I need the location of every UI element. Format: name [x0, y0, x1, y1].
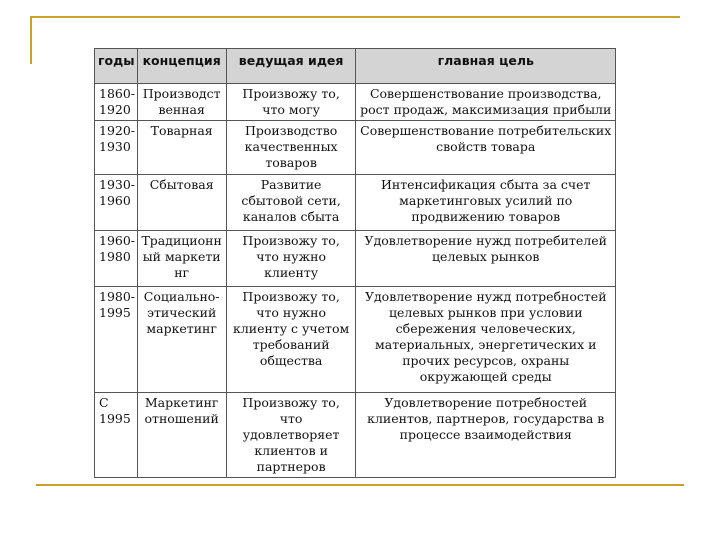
table-row: [95, 393, 616, 478]
years-end: 1995: [99, 305, 131, 320]
goal-cell: Совершенствование потребительских свойств товара: [356, 121, 616, 175]
table-row: [95, 231, 616, 287]
goal-cell: Совершенствование производства, рост продаж, максимизация прибыли: [356, 84, 616, 121]
idea-cell: Произвожу то, что нужно клиенту с учетом требований общества: [226, 287, 356, 393]
years-end: 1980: [99, 249, 131, 264]
years-cell: [95, 121, 138, 175]
idea-cell: Произвожу то, что удовлетворяет клиентов и партнеров: [226, 393, 356, 478]
idea-cell: Производство качественных товаров: [226, 121, 356, 175]
concept-cell: Социально-этический маркетинг: [137, 287, 226, 393]
table-row: [95, 84, 616, 121]
idea-cell: Развитие сбытовой сети, каналов сбыта: [226, 175, 356, 231]
concept-cell: Сбытовая: [137, 175, 226, 231]
goal-cell: Интенсификация сбыта за счет маркетинговых усилий по продвижению товаров: [356, 175, 616, 231]
concept-cell: Товарная: [137, 121, 226, 175]
decorative-top-line: [30, 16, 680, 18]
idea-cell: Произвожу то, что нужно клиенту: [226, 231, 356, 287]
concept-cell: Производственная: [137, 84, 226, 121]
decorative-left-line: [30, 16, 32, 64]
header-years: годы: [95, 49, 138, 84]
header-goal: главная цель: [356, 49, 616, 84]
header-idea: ведущая идея: [226, 49, 356, 84]
years-start: 1860-: [99, 86, 136, 101]
table-row: [95, 175, 616, 231]
years-start: 1980-: [99, 289, 136, 304]
marketing-concepts-table-wrapper: [94, 48, 616, 478]
marketing-concepts-table: [94, 48, 616, 478]
years-start: 1930-: [99, 177, 136, 192]
years-end: 1995: [99, 411, 131, 426]
idea-cell: Произвожу то, что могу: [226, 84, 356, 121]
years-cell: [95, 231, 138, 287]
years-cell: [95, 84, 138, 121]
years-end: 1960: [99, 193, 131, 208]
years-cell: [95, 393, 138, 478]
decorative-bottom-line: [36, 484, 684, 486]
concept-cell: Маркетинг отношений: [137, 393, 226, 478]
years-start: 1960-: [99, 233, 136, 248]
years-cell: [95, 287, 138, 393]
table-header-row: [95, 49, 616, 84]
years-end: 1930: [99, 139, 131, 154]
header-concept: концепция: [137, 49, 226, 84]
table-row: [95, 287, 616, 393]
goal-cell: Удовлетворение нужд потребителей целевых рынков: [356, 231, 616, 287]
years-start: 1920-: [99, 123, 136, 138]
goal-cell: Удовлетворение потребностей клиентов, партнеров, государства в процессе взаимодействия: [356, 393, 616, 478]
years-cell: [95, 175, 138, 231]
years-start: С: [99, 395, 109, 410]
years-end: 1920: [99, 102, 131, 117]
goal-cell: Удовлетворение нужд потребностей целевых рынков при условии сбережения человеческих, материальных, энергетических и прочих ресурсов, охраны окружающей среды: [356, 287, 616, 393]
concept-cell: Традиционный маркетинг: [137, 231, 226, 287]
table-row: [95, 121, 616, 175]
